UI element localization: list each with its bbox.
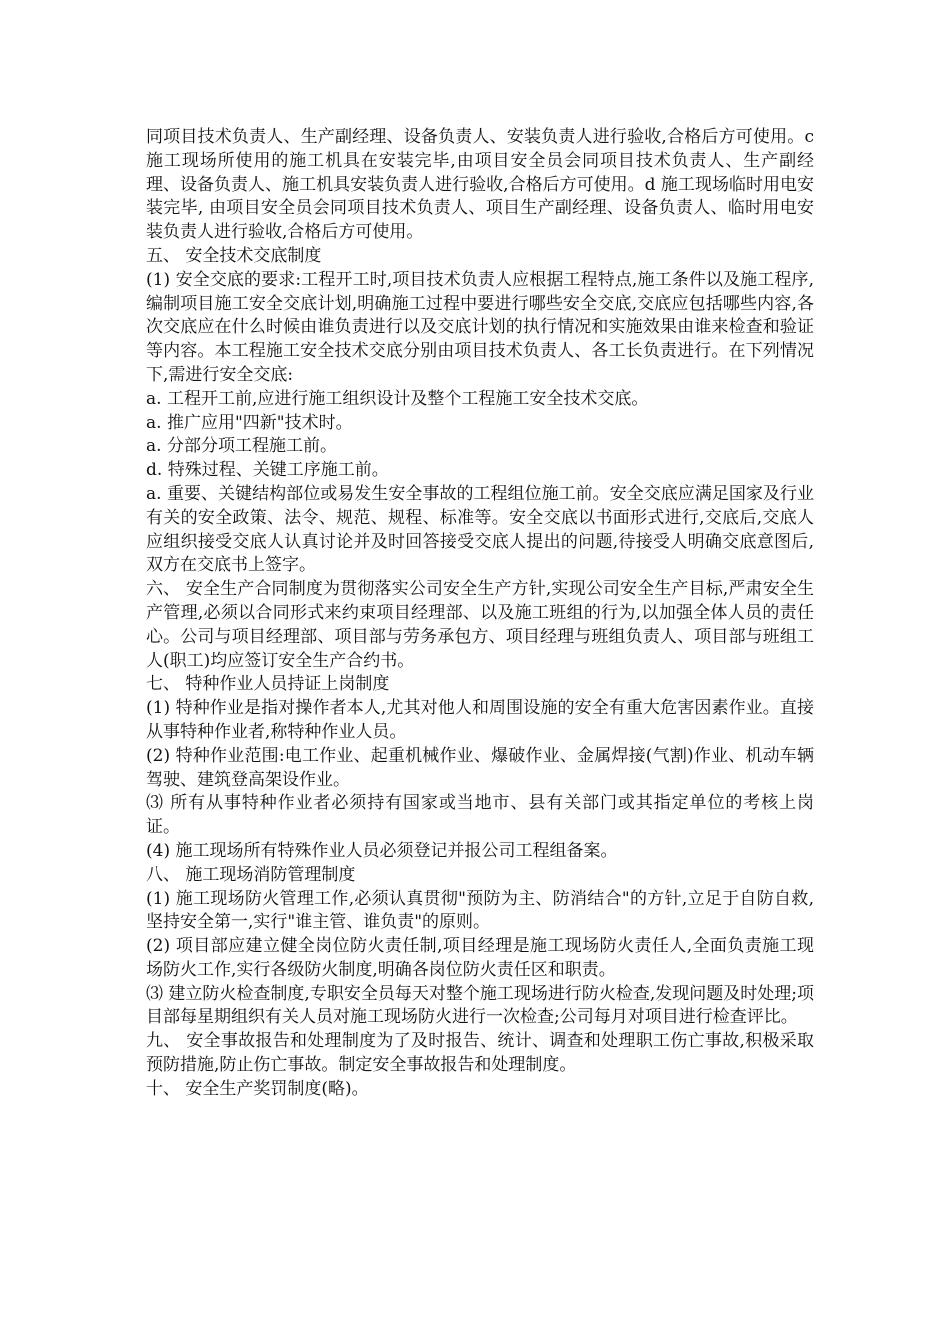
list-item-5-d: d. 特殊过程、关键工序施工前。 <box>146 460 389 481</box>
section-9-paragraph: 九、 安全事故报告和处理制度为了及时报告、统计、调查和处理职工伤亡事故,积极采取预防措施,防止伤亡事故。制定安全事故报告和处理制度。 <box>146 1031 814 1076</box>
list-item-5-a1: a. 工程开工前,应进行施工组织设计及整个工程施工安全技术交底。 <box>146 388 649 409</box>
paragraph-7-4: (4) 施工现场所有特殊作业人员必须登记并报公司工程组备案。 <box>146 840 618 861</box>
paragraph-7-2: (2) 特种作业范围:电工作业、起重机械作业、爆破作业、金属焊接(气割)作业、机动车辆驾驶、建筑登高架设作业。 <box>146 745 814 790</box>
paragraph-8-2: (2) 项目部应建立健全岗位防火责任制,项目经理是施工现场防火责任人,全面负责施工现场防火工作,实行各级防火制度,明确各岗位防火责任区和职责。 <box>146 936 814 980</box>
list-item-5-a2: a. 推广应用"四新"技术时。 <box>146 412 353 433</box>
paragraph-7-3: ⑶ 所有从事特种作业者必须持有国家或当地市、县有关部门或其指定单位的考核上岗证。 <box>146 793 814 838</box>
list-item-5-a4: a. 重要、关键结构部位或易发生安全事故的工程组位施工前。安全交底应满足国家及行业有关的安全政策、法令、规范、规程、标准等。安全交底以书面形式进行,交底后,交底人应组织接受交底人认真讨论并及时回答接受交底人提出的问题,待接受人明确交底意图后,双方在交底书上签字。 <box>146 483 814 576</box>
paragraph-acceptance-procedures: 同项目技术负责人、生产副经理、设备负责人、安装负责人进行验收,合格后方可使用。c 施工现场所使用的施工机具在安装完毕,由项目安全员会同项目技术负责人、生产副经理、设备负责人、施工机具安装负责人进行验收,合格后方可使用。d 施工现场临时用电安装完毕, 由项目安全员会同项目技术负责人、项目生产副经理、设备负责人、临时用电安装负责人进行验收,合格后方可使用。 <box>146 127 814 243</box>
document-page <box>146 126 814 1102</box>
list-item-5-a3: a. 分部分项工程施工前。 <box>146 436 337 457</box>
heading-section-8: 八、 施工现场消防管理制度 <box>146 864 356 885</box>
heading-section-7: 七、 特种作业人员持证上岗制度 <box>146 674 390 695</box>
heading-section-5: 五、 安全技术交底制度 <box>146 245 322 266</box>
paragraph-7-1: (1) 特种作业是指对操作者本人,尤其对他人和周围设施的安全有重大危害因素作业。直接从事特种作业者,称特种作业人员。 <box>146 698 814 742</box>
section-6-paragraph: 六、 安全生产合同制度为贯彻落实公司安全生产方针,实现公司安全生产目标,严肃安全生产管理,必须以合同形式来约束项目经理部、以及施工班组的行为,以加强全体人员的责任心。公司与项目经理部、项目部与劳务承包方、项目经理与班组负责人、项目部与班组工人(职工)均应签订安全生产合约书。 <box>146 579 814 671</box>
paragraph-8-1: (1) 施工现场防火管理工作,必须认真贯彻"预防为主、防消结合"的方针,立足于自防自救,坚持安全第一,实行"谁主管、谁负责"的原则。 <box>146 888 814 933</box>
paragraph-8-3: ⑶ 建立防火检查制度,专职安全员每天对整个施工现场进行防火检查,发现问题及时处理;项目部每星期组织有关人员对施工现场防火进行一次检查;公司每月对项目进行检查评比。 <box>146 983 814 1028</box>
section-10-paragraph: 十、 安全生产奖罚制度(略)。 <box>146 1078 369 1099</box>
paragraph-5-1: (1) 安全交底的要求:工程开工时,项目技术负责人应根据工程特点,施工条件以及施工程序,编制项目施工安全交底计划,明确施工过程中要进行哪些安全交底,交底应包括哪些内容,各次交底应在什么时候由谁负责进行以及交底计划的执行情况和实施效果由谁来检查和验证等内容。本工程施工安全技术交底分别由项目技术负责人、各工长负责进行。在下列情况下,需进行安全交底: <box>146 269 814 385</box>
